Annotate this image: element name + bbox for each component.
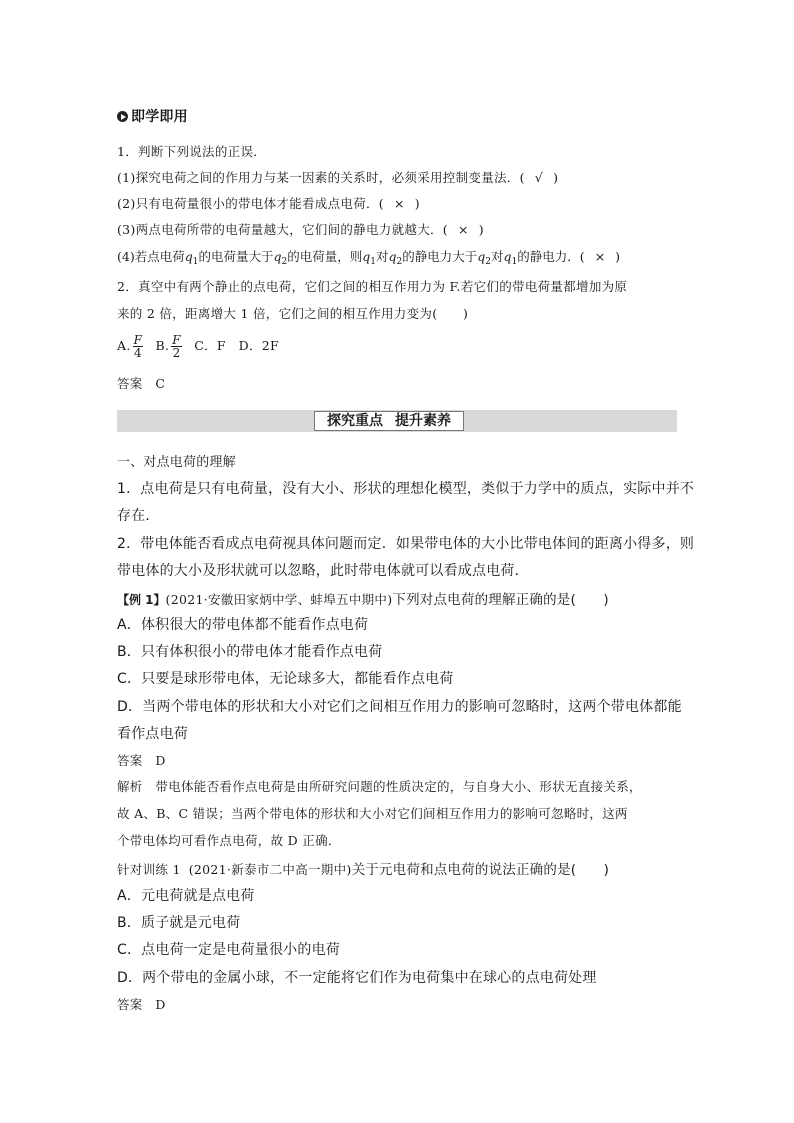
- training1-option-c: C．点电荷一定是电荷量很小的电荷: [117, 942, 340, 958]
- q1-stem: 1．判断下列说法的正误．: [117, 144, 267, 159]
- example1-option-d-2: 看作点电荷: [117, 726, 188, 742]
- play-circle-icon: [117, 111, 128, 122]
- example1-option-b: B．只有体积很小的带电体才能看作点电荷: [117, 644, 383, 660]
- training1-option-d: D．两个带电的金属小球，不一定能将它们作为电荷集中在球心的点电荷处理: [117, 970, 597, 986]
- part1-p1b: 存在．: [117, 508, 160, 524]
- part1-p2b: 带电体的大小及形状就可以忽略，此时带电体就可以看成点电荷．: [117, 563, 529, 579]
- q2-options: A. $\frac{F}{4}$ B. $\frac{F}{2}$ C．F D．2F: [117, 333, 280, 360]
- section-banner: [117, 410, 677, 432]
- cross-mark: ×: [393, 196, 405, 211]
- section-title: 即学即用: [117, 106, 188, 126]
- fraction-a: $\frac{F}{4}$: [133, 333, 143, 360]
- example1-answer: 答案 D: [117, 753, 166, 768]
- q2-line-2: 来的 2 倍，距离增大 1 倍，它们之间的相互作用力变为( ): [117, 306, 469, 321]
- training1-answer: 答案 D: [117, 997, 166, 1012]
- q2-answer: 答案 C: [117, 376, 166, 391]
- cross-mark: ×: [457, 222, 469, 237]
- example1-analysis-3: 个带电体均可看作点电荷，故 D 正确．: [117, 833, 341, 848]
- training1-stem: 针对训练 1 (2021·新泰市二中高一期中)关于元电荷和点电荷的说法正确的是( ): [117, 862, 610, 878]
- q1-item-1: (1)探究电荷之间的作用力与某一因素的关系时，必须采用控制变量法．( √ ): [117, 170, 559, 185]
- example1-analysis-2: 故 A、B、C 错误；当两个带电体的形状和大小对它们间相互作用力的影响可忽略时，这两: [117, 806, 628, 821]
- fraction-b: $\frac{F}{2}$: [172, 333, 181, 360]
- example1-option-d-1: D．当两个带电体的形状和大小对它们之间相互作用力的影响可忽略时，这两个带电体都能: [117, 699, 682, 715]
- q1-item-3: (3)两点电荷所带的电荷量越大，它们间的静电力就越大．( × ): [117, 222, 484, 237]
- training1-option-a: A．元电荷就是点电荷: [117, 888, 255, 904]
- part1-heading: 一、对点电荷的理解: [117, 455, 236, 470]
- cross-mark: ×: [594, 249, 606, 264]
- banner-label: 探究重点 提升素养: [314, 411, 464, 431]
- check-mark: √: [534, 170, 544, 185]
- example1-analysis-1: 解析 带电体能否看作点电荷是由所研究问题的性质决定的，与自身大小、形状无直接关系，: [117, 779, 642, 794]
- example1-option-a: A．体积很大的带电体都不能看作点电荷: [117, 617, 369, 633]
- training1-option-b: B．质子就是元电荷: [117, 915, 241, 931]
- example1-stem: 【例 1】(2021·安徽田家炳中学、蚌埠五中期中)下列对点电荷的理解正确的是( ): [117, 592, 609, 608]
- part1-p1a: 1．点电荷是只有电荷量，没有大小、形状的理想化模型，类似于力学中的质点，实际中并不: [117, 481, 695, 497]
- q1-item-4: (4)若点电荷$q_1$的电荷量大于$q_2$的电荷量，则$q_1$对$q_2$的静电力大于$q_2$对$q_1$的静电力．( × ): [117, 249, 621, 267]
- part1-p2a: 2．带电体能否看成点电荷视具体问题而定．如果带电体的大小比带电体间的距离小得多，则: [117, 536, 695, 552]
- q1-item-2: (2)只有电荷量很小的带电体才能看成点电荷．( × ): [117, 196, 420, 211]
- example1-option-c: C．只要是球形带电体，无论球多大，都能看作点电荷: [117, 671, 454, 687]
- q2-line-1: 2．真空中有两个静止的点电荷，它们之间的相互作用力为 F.若它们的带电荷量都增加为原: [117, 279, 628, 294]
